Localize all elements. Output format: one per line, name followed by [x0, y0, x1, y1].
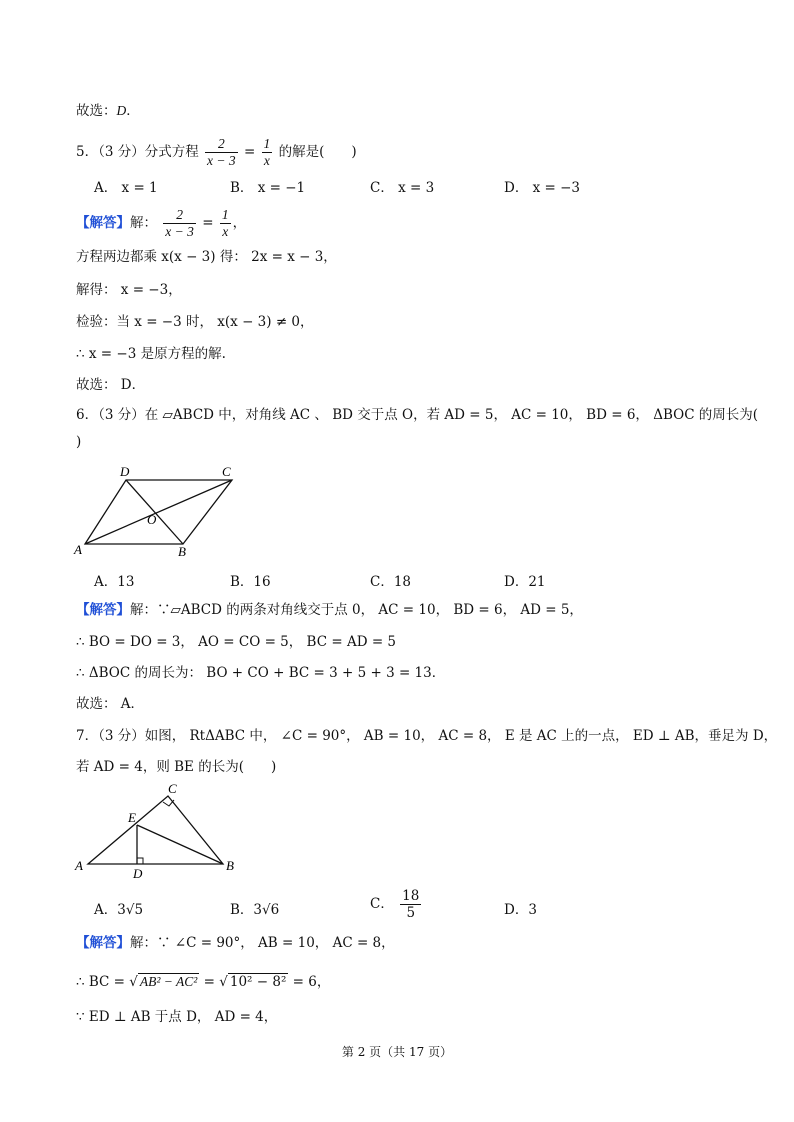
q6-step3: ∴ ΔBOC 的周长为： BO + CO + BC = 3 + 5 + 3 = 13． [76, 665, 446, 681]
q7-step2: ∴ BC = √ AB² − AC² = √ 10² − 8² = 6， [76, 974, 331, 990]
q7-step1: 【解答】解：∵ ∠C = 90°， AB = 10， AC = 8， [76, 935, 395, 951]
q6-header-cont: ) [76, 434, 82, 450]
q5-fraction-right: $\frac{1}{x}$ [263, 136, 271, 168]
right-triangle-diagram [70, 780, 250, 880]
q6-header: 6．（3 分）在 ▱ABCD 中，对角线 AC 、 BD 交于点 O，若 AD = 5， AC = 10， BD = 6， ΔBOC 的周长为( [76, 407, 759, 423]
q7-header: 7．（3 分）如图， RtΔABC 中， ∠C = 90°， AB = 10， AC = 8， E 是 AC 上的一点， ED ⊥ AB，垂足为 D， [76, 728, 778, 744]
q5-option-a: A． x = 1 [94, 180, 158, 196]
q6-option-a: A．13 [94, 574, 135, 590]
label-c: C [168, 781, 177, 796]
q5-step2: 解得： x = −3， [76, 282, 182, 298]
q5-header: 5．（3 分）分式方程 $\frac{2}{x - 3}$ = $\frac{1}{x}$ 的解是( ) [76, 136, 357, 168]
q5-step1: 方程两边都乘 x(x − 3) 得： 2x = x − 3， [76, 249, 337, 265]
label-e: E [128, 810, 136, 825]
q7-header2: 若 AD = 4，则 BE 的长为( ) [76, 759, 277, 775]
q7-option-c: C． $\frac{18}{5}$ [370, 888, 420, 921]
label-d: D [133, 866, 143, 880]
q7-option-d: D．3 [504, 902, 537, 918]
label-a: A [74, 542, 82, 557]
label-b: B [226, 858, 234, 873]
solution-tag: 【解答】 [76, 935, 130, 951]
q5-step4: ∴ x = −3 是原方程的解. [76, 346, 226, 362]
q4-choice: 故选：D． [76, 103, 140, 119]
q6-step2: ∴ BO = DO = 3， AO = CO = 5， BC = AD = 5 [76, 634, 397, 650]
parallelogram-diagram [70, 460, 250, 560]
q5-solution-start: 【解答】解： $\frac{2}{x - 3}$ = $\frac{1}{x}$ ， [76, 207, 247, 239]
label-b: B [178, 544, 186, 559]
q7-option-a: A．3√5 [94, 902, 144, 918]
q5-sol-fraction-left: $\frac{2}{x - 3}$ [165, 207, 194, 239]
label-c: C [222, 464, 231, 479]
q5-option-b: B． x = −1 [230, 180, 306, 196]
label-a: A [75, 858, 83, 873]
q5-option-c: C． x = 3 [370, 180, 435, 196]
q6-option-d: D．21 [504, 574, 546, 590]
page-footer: 第 2 页（共 17 页） [341, 1045, 453, 1059]
solution-tag: 【解答】 [76, 602, 130, 618]
label-d: D [120, 464, 130, 479]
q6-step1: 【解答】解：∵▱ABCD 的两条对角线交于点 0， AC = 10， BD = 6， AD = 5， [76, 602, 583, 618]
solution-tag: 【解答】 [76, 215, 130, 231]
q6-option-c: C．18 [370, 574, 412, 590]
q6-choice: 故选： A． [76, 696, 145, 712]
q6-option-b: B．16 [230, 574, 271, 590]
q7-step3: ∵ ED ⊥ AB 于点 D， AD = 4， [76, 1009, 278, 1025]
q5-sol-fraction-right: $\frac{1}{x}$ [221, 207, 229, 239]
q5-choice: 故选： D． [76, 377, 146, 393]
q5-fraction-left: $\frac{2}{x - 3}$ [207, 136, 236, 168]
label-o: O [147, 512, 157, 527]
q7-option-b: B．3√6 [230, 902, 280, 918]
q5-option-d: D． x = −3 [504, 180, 581, 196]
q5-step3: 检验：当 x = −3 时， x(x − 3) ≠ 0， [76, 314, 314, 330]
